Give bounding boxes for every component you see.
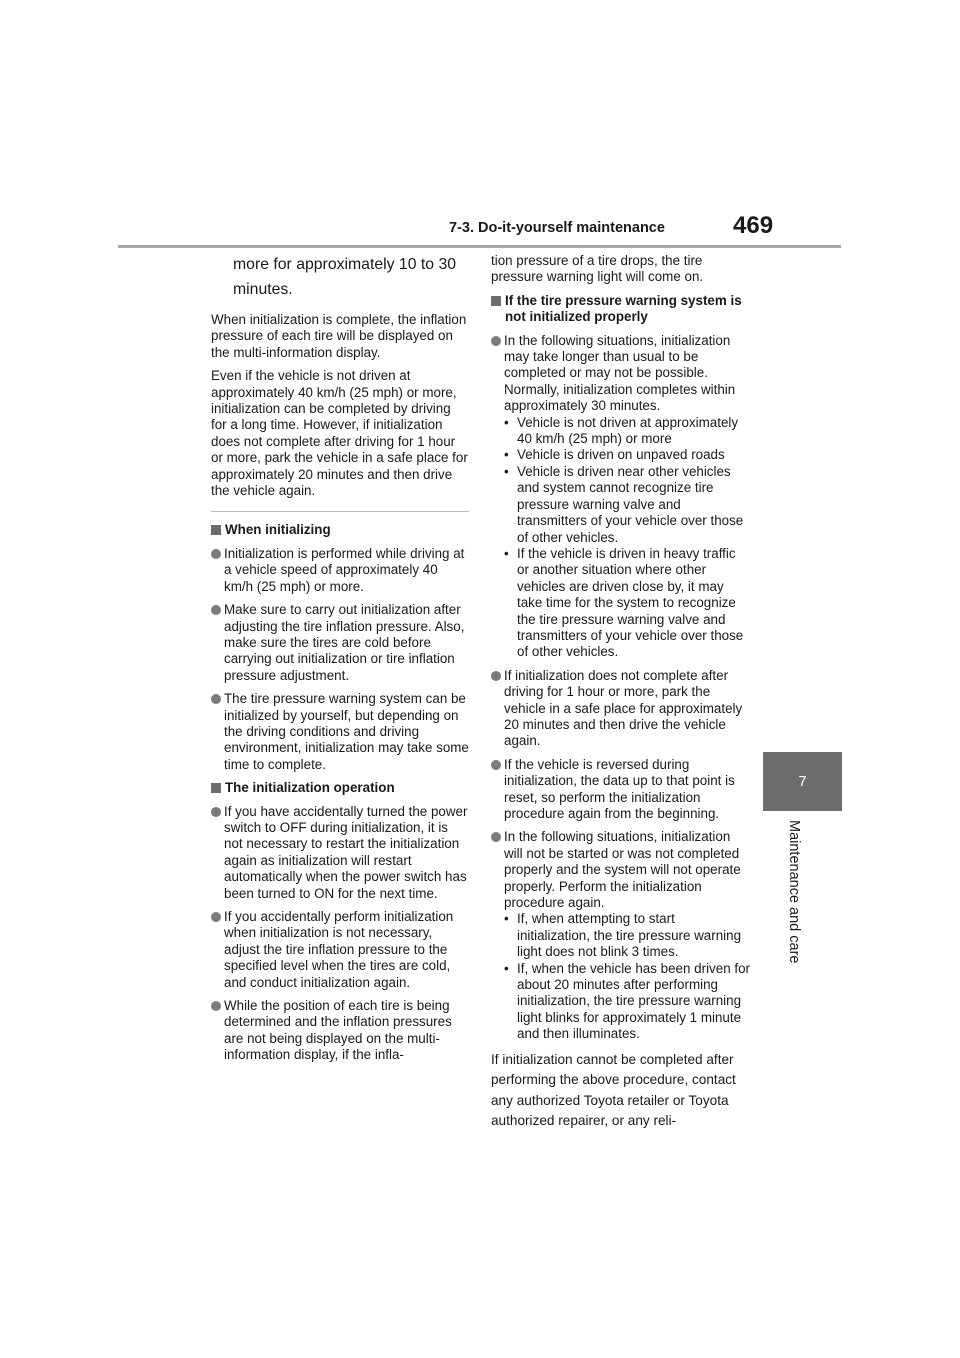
header-section-title: 7-3. Do-it-yourself maintenance	[449, 220, 665, 236]
page-number: 469	[733, 212, 774, 239]
circle-bullet-icon	[211, 1001, 221, 1011]
section-divider	[211, 511, 469, 512]
circle-bullet-icon	[491, 760, 501, 770]
chapter-tab: 7	[763, 752, 842, 811]
list-item: If you accidentally perform initialization when initialization is not necessary, adjust the tire inflation pressure to the specified level when the tires are cold, and conduct initialization again.	[211, 909, 469, 991]
list-item: If you have accidentally turned the power switch to OFF during initialization, it is not necessary to restart the initialization again as initialization will restart automatically when the power switch has been turned to ON for the next time.	[211, 804, 469, 902]
circle-bullet-icon	[211, 549, 221, 559]
left-column	[211, 253, 469, 1071]
section-heading: When initializing	[211, 522, 469, 538]
circle-bullet-icon	[211, 807, 221, 817]
list-item: Make sure to carry out initialization after adjusting the tire inflation pressure. Also, make sure the tires are cold before carrying out initialization or tire inflation pressure adjustment.	[211, 602, 469, 684]
continuation-text: tion pressure of a tire drops, the tire pressure warning light will come on.	[491, 253, 704, 285]
closing-paragraph: If initialization cannot be completed after performing the above procedure, contact any authorized Toyota retailer or Toyota authorized repairer, or any reli-	[491, 1051, 736, 1129]
list-item: Initialization is performed while driving at a vehicle speed of approximately 40 km/h (25 mph) or more.	[211, 546, 469, 595]
square-bullet-icon	[211, 783, 221, 793]
section-heading: If the tire pressure warning system is not initialized properly	[491, 293, 751, 326]
chapter-label: Maintenance and care	[786, 820, 802, 964]
circle-bullet-icon	[491, 336, 501, 346]
circle-bullet-icon	[491, 832, 501, 842]
circle-bullet-icon	[211, 694, 221, 704]
circle-bullet-icon	[211, 605, 221, 615]
intro-continuation: more for approximately 10 to 30 minutes.	[233, 256, 457, 298]
sub-list-item: • Vehicle is driven on unpaved roads	[504, 447, 725, 463]
list-item: The tire pressure warning system can be initialized by yourself, but depending on the driving conditions and driving environment, initialization may take some time to complete.	[211, 691, 469, 773]
list-item: If initialization does not complete after driving for 1 hour or more, park the vehicle in a safe place for approximately 20 minutes and then drive the vehicle again.	[491, 668, 751, 750]
paragraph: Even if the vehicle is not driven at approximately 40 km/h (25 mph) or more, initialization can be completed by driving for a long time. However, if initialization does not complete after driving for 1 hour or more, park the vehicle in a safe place for approximately 20 minutes and then drive the vehicle again.	[211, 368, 468, 499]
sub-list-item: • If the vehicle is driven in heavy traffic or another situation where other vehicles are driven close by, it may take time for the system to recognize the tire pressure warning valve and transmitters of your vehicle over those of other vehicles.	[504, 545, 744, 660]
paragraph: When initialization is complete, the inflation pressure of each tire will be displayed on the multi-information display.	[211, 312, 467, 360]
list-item: In the following situations, initialization may take longer than usual to be completed or may not be possible. Normally, initialization completes within approximately 30 minutes. • Vehicle is not driven at approximately 40 km/h (25 mph) or more • Vehicle is driven on unpaved roads • Vehicle is driven near other vehicles and system cannot recognize tire pressure warning valve and transmitters of your vehicle over those of other vehicles. • If the vehicle is driven in heavy traffic or another situation where other vehicles are driven close by, it may take time for the system to recognize the tire pressure warning valve and transmitters of your vehicle over those of other vehicles.	[491, 333, 751, 661]
right-column	[491, 253, 751, 1132]
square-bullet-icon	[211, 525, 221, 535]
header-divider	[118, 245, 841, 248]
sub-list-item: • Vehicle is not driven at approximately 40 km/h (25 mph) or more	[504, 414, 739, 447]
section-heading: The initialization operation	[211, 780, 469, 796]
sub-list-item: • If, when the vehicle has been driven for about 20 minutes after performing initialization, the tire pressure warning light blinks for approximately 1 minute and then illuminates.	[504, 960, 750, 1042]
sub-list-item: • Vehicle is driven near other vehicles and system cannot recognize tire pressure warning valve and transmitters of your vehicle over those of other vehicles.	[504, 463, 744, 545]
circle-bullet-icon	[211, 912, 221, 922]
sub-list-item: • If, when attempting to start initialization, the tire pressure warning light does not blink 3 times.	[504, 911, 742, 960]
square-bullet-icon	[491, 296, 501, 306]
list-item: If the vehicle is reversed during initialization, the data up to that point is reset, so perform the initialization procedure again from the beginning.	[491, 757, 751, 823]
list-item: While the position of each tire is being determined and the inflation pressures are not being displayed on the multi-information display, if the infla-	[211, 998, 469, 1064]
list-item: In the following situations, initialization will not be started or was not completed properly and the system will not operate properly. Perform the initialization procedure again. • If, when attempting to start initialization, the tire pressure warning light does not blink 3 times. • If, when the vehicle has been driven for about 20 minutes after performing initialization, the tire pressure warning light blinks for approximately 1 minute and then illuminates.	[491, 829, 751, 1042]
circle-bullet-icon	[491, 671, 501, 681]
